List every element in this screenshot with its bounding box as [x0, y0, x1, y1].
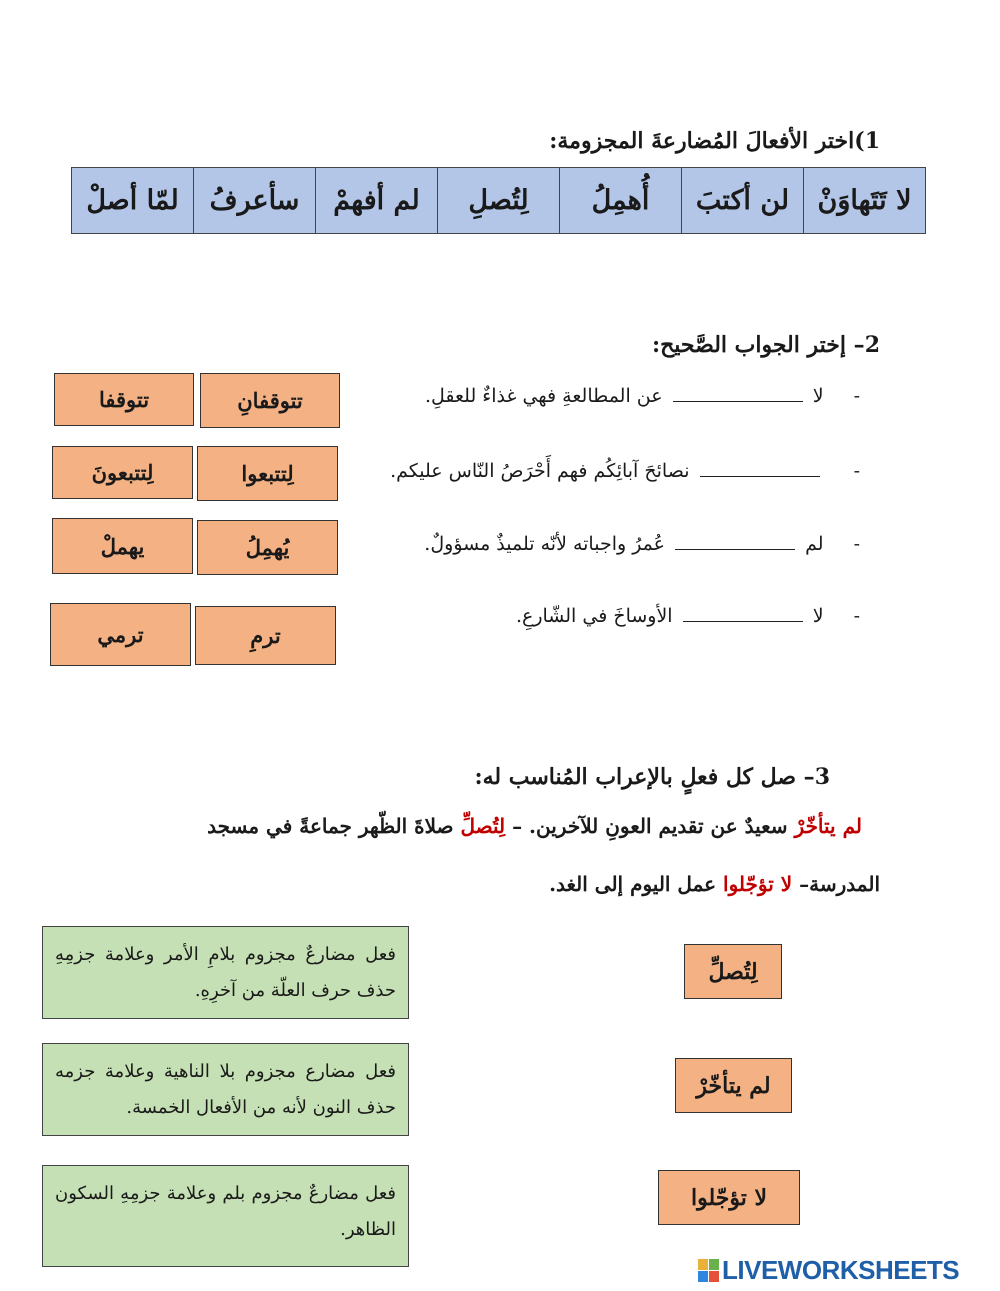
- sentence-text: المدرسة–: [792, 872, 880, 896]
- verb-option[interactable]: لمّا أصلْ: [72, 168, 193, 233]
- parsing-description-box[interactable]: فعل مضارعٌ مجزوم بلم وعلامة جزمِهِ السكون الظاهر.: [42, 1165, 409, 1267]
- question-text: نصائحَ آبائِكُم فهم أَحْرَصُ النّاس عليكم.: [390, 460, 690, 482]
- question-prefix: لا: [812, 605, 824, 627]
- logo-grid-icon: [698, 1259, 719, 1282]
- question-text: عن المطالعةِ فهي غذاءٌ للعقلِ.: [424, 385, 663, 407]
- verb-table: [71, 167, 926, 234]
- highlighted-verb: لِتُصلِّ: [460, 814, 506, 838]
- question-row: [424, 533, 860, 555]
- highlighted-verb: لا تؤجّلوا: [723, 872, 793, 896]
- logo-square: [698, 1271, 708, 1282]
- match-verb-box[interactable]: لا تؤجّلوا: [658, 1170, 800, 1225]
- sentence-line-1: [207, 814, 862, 838]
- verb-option[interactable]: سأعرفُ: [193, 168, 315, 233]
- answer-option[interactable]: ترمي: [50, 603, 191, 666]
- question-dash: -: [853, 460, 860, 482]
- question-text: عُمرُ واجباته لأنّه تلميذٌ مسؤولٌ.: [424, 533, 665, 555]
- logo-square: [698, 1259, 708, 1270]
- verb-option[interactable]: أُهمِلُ: [559, 168, 681, 233]
- section1-heading: 1)اختر الأفعالَ المُضارعةَ المجزومة:: [549, 128, 880, 154]
- question-row: [425, 385, 860, 407]
- verb-option[interactable]: لم أفهمْ: [315, 168, 437, 233]
- answer-option[interactable]: لِتتبعوا: [197, 446, 338, 501]
- answer-blank[interactable]: [675, 535, 795, 550]
- verb-option[interactable]: لن أكتبَ: [681, 168, 803, 233]
- question-dash: -: [853, 605, 860, 627]
- logo-square: [709, 1271, 719, 1282]
- verb-option[interactable]: لا تَتَهاوَنْ: [803, 168, 925, 233]
- match-verb-box[interactable]: لم يتأخّرْ: [675, 1058, 792, 1113]
- question-dash: -: [853, 385, 860, 407]
- question-dash: -: [853, 533, 860, 555]
- liveworksheets-logo: [698, 1256, 959, 1284]
- match-verb-box[interactable]: لِتُصلِّ: [684, 944, 782, 999]
- answer-option[interactable]: تتوقفا: [54, 373, 194, 426]
- section2-heading: 2– إختر الجواب الصَّحيح:: [651, 332, 880, 358]
- answer-option[interactable]: لِتتبعونَ: [52, 446, 193, 499]
- verb-option[interactable]: لِتُصلِ: [437, 168, 559, 233]
- logo-square: [709, 1259, 719, 1270]
- logo-text: LIVEWORKSHEETS: [722, 1254, 960, 1285]
- answer-option[interactable]: تتوقفانِ: [200, 373, 340, 428]
- question-row: [516, 605, 860, 627]
- sentence-text: صلاةَ الظّهر جماعةً في مسجد: [207, 814, 461, 838]
- question-prefix: لم: [805, 533, 824, 555]
- answer-option[interactable]: ترمِ: [195, 606, 336, 665]
- parsing-description-box[interactable]: فعل مضارع مجزوم بلا الناهية وعلامة جزمه حذف النون لأنه من الأفعال الخمسة.: [42, 1043, 409, 1136]
- question-prefix: لا: [812, 385, 824, 407]
- answer-option[interactable]: يهملْ: [52, 518, 193, 574]
- answer-blank[interactable]: [673, 387, 803, 402]
- question-row: [390, 460, 860, 482]
- highlighted-verb: لم يتأخّرْ: [794, 814, 862, 838]
- parsing-description-box[interactable]: فعل مضارعٌ مجزوم بلامِ الأمر وعلامة جزمِهِ حذف حرف العلّة من آخرِهِ.: [42, 926, 409, 1019]
- answer-option[interactable]: يُهمِلُ: [197, 520, 338, 575]
- sentence-line-2: [549, 872, 880, 896]
- question-text: الأوساخَ في الشّارعِ.: [515, 605, 673, 627]
- section3-heading: 3– صل كل فعلٍ بالإعراب المُناسب له:: [474, 764, 830, 790]
- sentence-text: عمل اليوم إلى الغد.: [549, 872, 724, 896]
- answer-blank[interactable]: [683, 607, 803, 622]
- sentence-text: سعيدٌ عن تقديم العونِ للآخرين. –: [505, 814, 795, 838]
- answer-blank[interactable]: [700, 462, 820, 477]
